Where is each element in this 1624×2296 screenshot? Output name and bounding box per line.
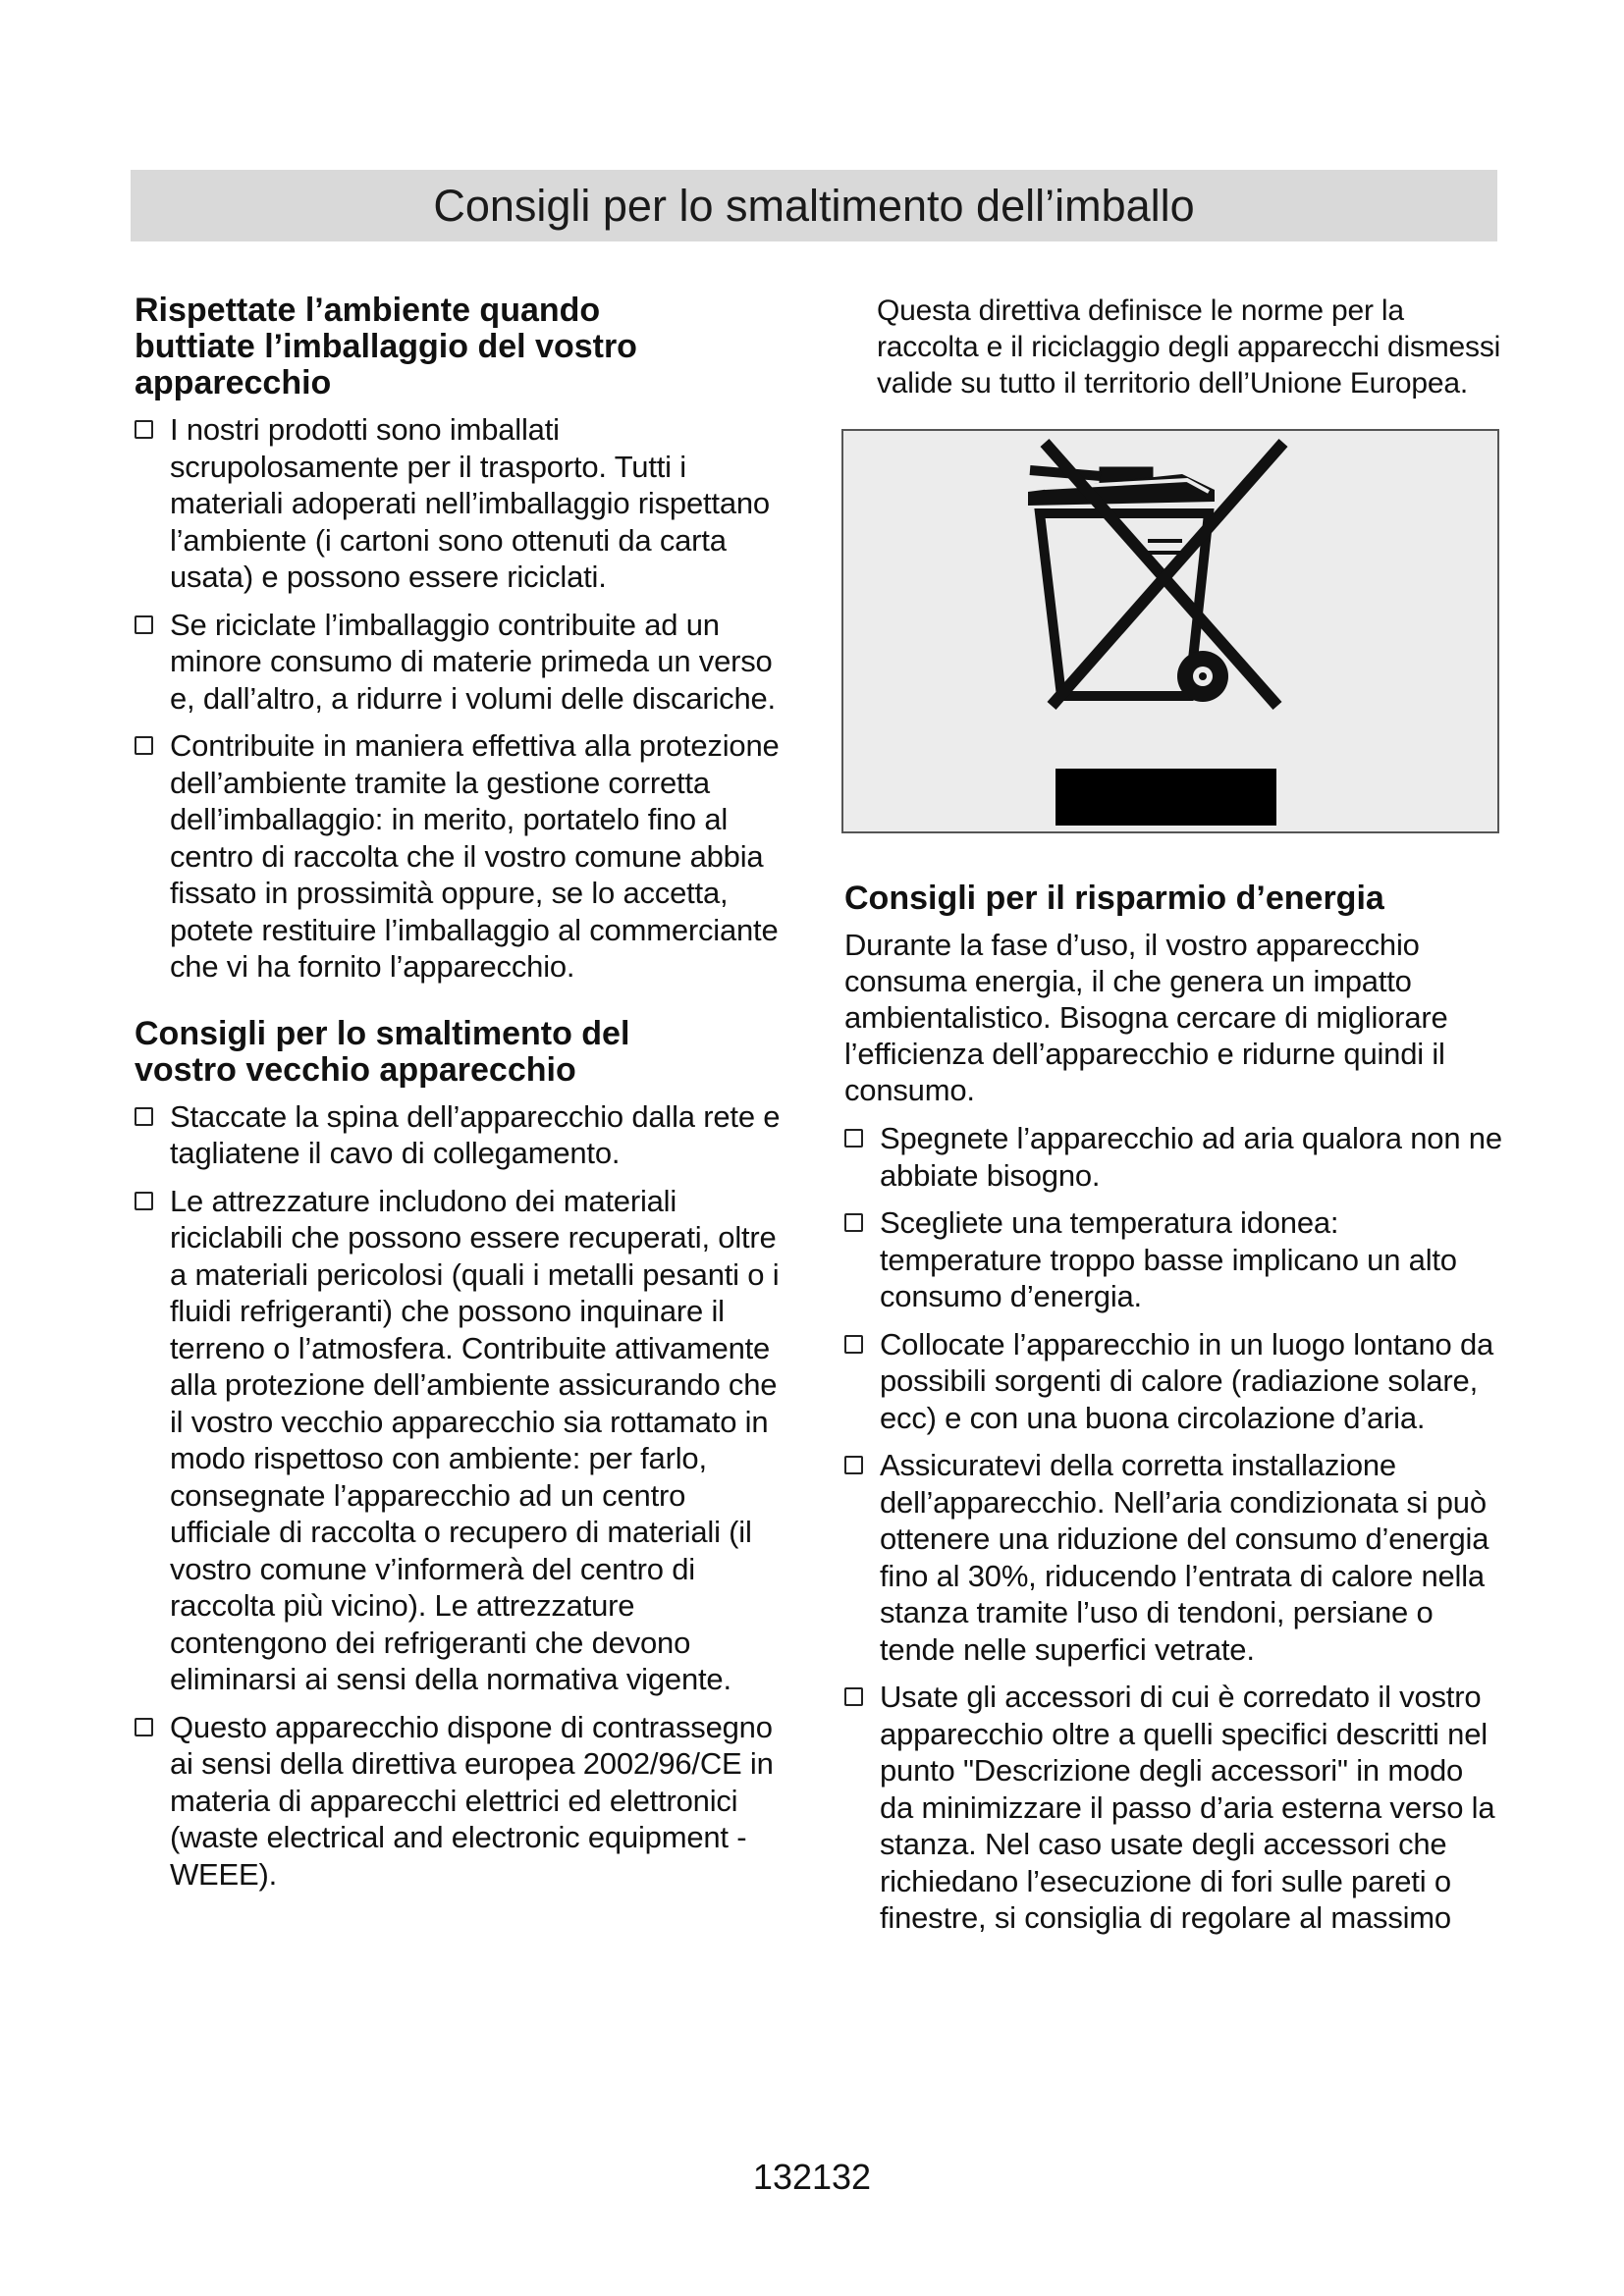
- list-item-text: Le attrezzature includono dei materiali riciclabili che possono essere recuperati, oltre a materiali pericolosi (quali i metalli pesanti o i fluidi refrigeranti) che possono inquinare il terreno o l’atmosfera. Contribuite attivamente alla protezione dell’ambiente assicurando che il vostro vecchio apparecchio sia rottamato in modo rispettoso con ambiente: per farlo, consegnate l’apparecchio ad un centro ufficiale di raccolta o recupero di materiali (il vostro comune v’informerà del centro di raccolta più vicino). Le attrezzature contengono dei refrigeranti che devono eliminarsi ai sensi della normativa vigente.: [170, 1183, 780, 1696]
- checkbox-bullet-icon: [844, 1129, 863, 1148]
- energy-heading: Consigli per il risparmio d’energia: [844, 880, 1384, 917]
- list-item-text: Scegliete una temperatura idonea: temperature troppo basse implicano un alto consumo d’energia.: [880, 1205, 1457, 1313]
- list-item: [844, 1679, 1502, 1937]
- checkbox-bullet-icon: [135, 736, 153, 755]
- list-item: [135, 1709, 792, 1894]
- checkbox-bullet-icon: [135, 1192, 153, 1210]
- list-item-text: Assicuratevi della corretta installazione dell’apparecchio. Nell’aria condizionata si può ottenere una riduzione del consumo d’energia fino al 30%, riducendo l’entrata di calore nella stanza tramite l’uso di tendoni, persiane o tende nelle superfici vetrate.: [880, 1448, 1489, 1667]
- list-item: [844, 1326, 1502, 1437]
- list-item: [135, 607, 792, 718]
- list-item: [135, 727, 792, 986]
- disposal-heading-line: vostro vecchio apparecchio: [135, 1050, 576, 1089]
- list-item-text: Usate gli accessori di cui è corredato il vostro apparecchio oltre a quelli specifici descritti nel punto "Descrizione degli accessori" in modo da minimizzare il passo d’aria esterna verso la stanza. Nel caso usate degli accessori che richiedano l’esecuzione di fori sulle pareti o finestre, si consiglia di regolare al massimo: [880, 1680, 1495, 1935]
- weee-symbol-box: [841, 429, 1499, 833]
- list-item: [135, 411, 792, 596]
- list-item: [844, 1120, 1502, 1194]
- list-item-text: Contribuite in maniera effettiva alla protezione dell’ambiente tramite la gestione corretta dell’imballaggio: in merito, portatelo fino al centro di raccolta che il vostro comune abbia fissato in prossimità oppure, se lo accetta, potete restituire l’imballaggio al commerciante che vi ha fornito l’apparecchio.: [170, 728, 780, 984]
- list-item-text: Questo apparecchio dispone di contrassegno ai sensi della direttiva europea 2002/96/CE in materia di apparecchi elettrici ed elettronici (waste electrical and electronic equipment - WEEE).: [170, 1709, 774, 1892]
- list-item-text: Staccate la spina dell’apparecchio dalla rete e tagliatene il cavo di collegamento.: [170, 1098, 781, 1170]
- energy-intro: Durante la fase d’uso, il vostro apparecchio consuma energia, il che genera un impatto ambientalistico. Bisogna cercare di migliorare l’efficienza dell’apparecchio e ridurne quindi il consumo.: [844, 928, 1448, 1107]
- list-item: [135, 1098, 792, 1172]
- checkbox-bullet-icon: [844, 1456, 863, 1474]
- packaging-heading: [135, 293, 792, 401]
- list-item: [844, 1447, 1502, 1668]
- directive-text: Questa direttiva definisce le norme per la raccolta e il riciclaggio degli apparecchi dismessi valide su tutto il territorio dell’Unione Europea.: [877, 294, 1501, 400]
- disposal-heading: [135, 1016, 792, 1089]
- checkbox-bullet-icon: [135, 1718, 153, 1736]
- checkbox-bullet-icon: [135, 615, 153, 634]
- packaging-heading-line: Rispettate l’ambiente quando: [135, 292, 601, 329]
- list-item: [135, 1183, 792, 1698]
- packaging-heading-line: buttiate l’imballaggio del vostro: [135, 328, 637, 365]
- left-column: [135, 293, 792, 1903]
- list-item-text: Se riciclate l’imballaggio contribuite ad un minore consumo di materie primeda un verso e, dall’altro, a ridurre i volumi delle discariche.: [170, 607, 776, 716]
- checkbox-bullet-icon: [844, 1687, 863, 1706]
- list-item: [844, 1204, 1502, 1315]
- checkbox-bullet-icon: [135, 1107, 153, 1126]
- packaging-heading-line: apparecchio: [135, 364, 332, 401]
- page-title: Consigli per lo smaltimento dell’imballo: [433, 180, 1195, 231]
- disposal-heading-line: Consigli per lo smaltimento del: [135, 1014, 630, 1052]
- page-number: 132132: [752, 2157, 872, 2197]
- checkbox-bullet-icon: [844, 1213, 863, 1232]
- list-item-text: I nostri prodotti sono imballati scrupolosamente per il trasporto. Tutti i materiali adoperati nell’imballaggio rispettano l’ambiente (i cartoni sono ottenuti da carta usata) e possono essere riciclati.: [170, 412, 770, 594]
- list-item-text: Spegnete l’apparecchio ad aria qualora non ne abbiate bisogno.: [880, 1121, 1502, 1193]
- title-bar: [131, 170, 1497, 241]
- list-item-text: Collocate l’apparecchio in un luogo lontano da possibili sorgenti di calore (radiazione solare, ecc) e con una buona circolazione d’aria.: [880, 1326, 1494, 1435]
- crossed-out-wheeled-bin-icon: [843, 431, 1497, 831]
- checkbox-bullet-icon: [844, 1335, 863, 1354]
- right-column: [844, 293, 1502, 1948]
- checkbox-bullet-icon: [135, 420, 153, 439]
